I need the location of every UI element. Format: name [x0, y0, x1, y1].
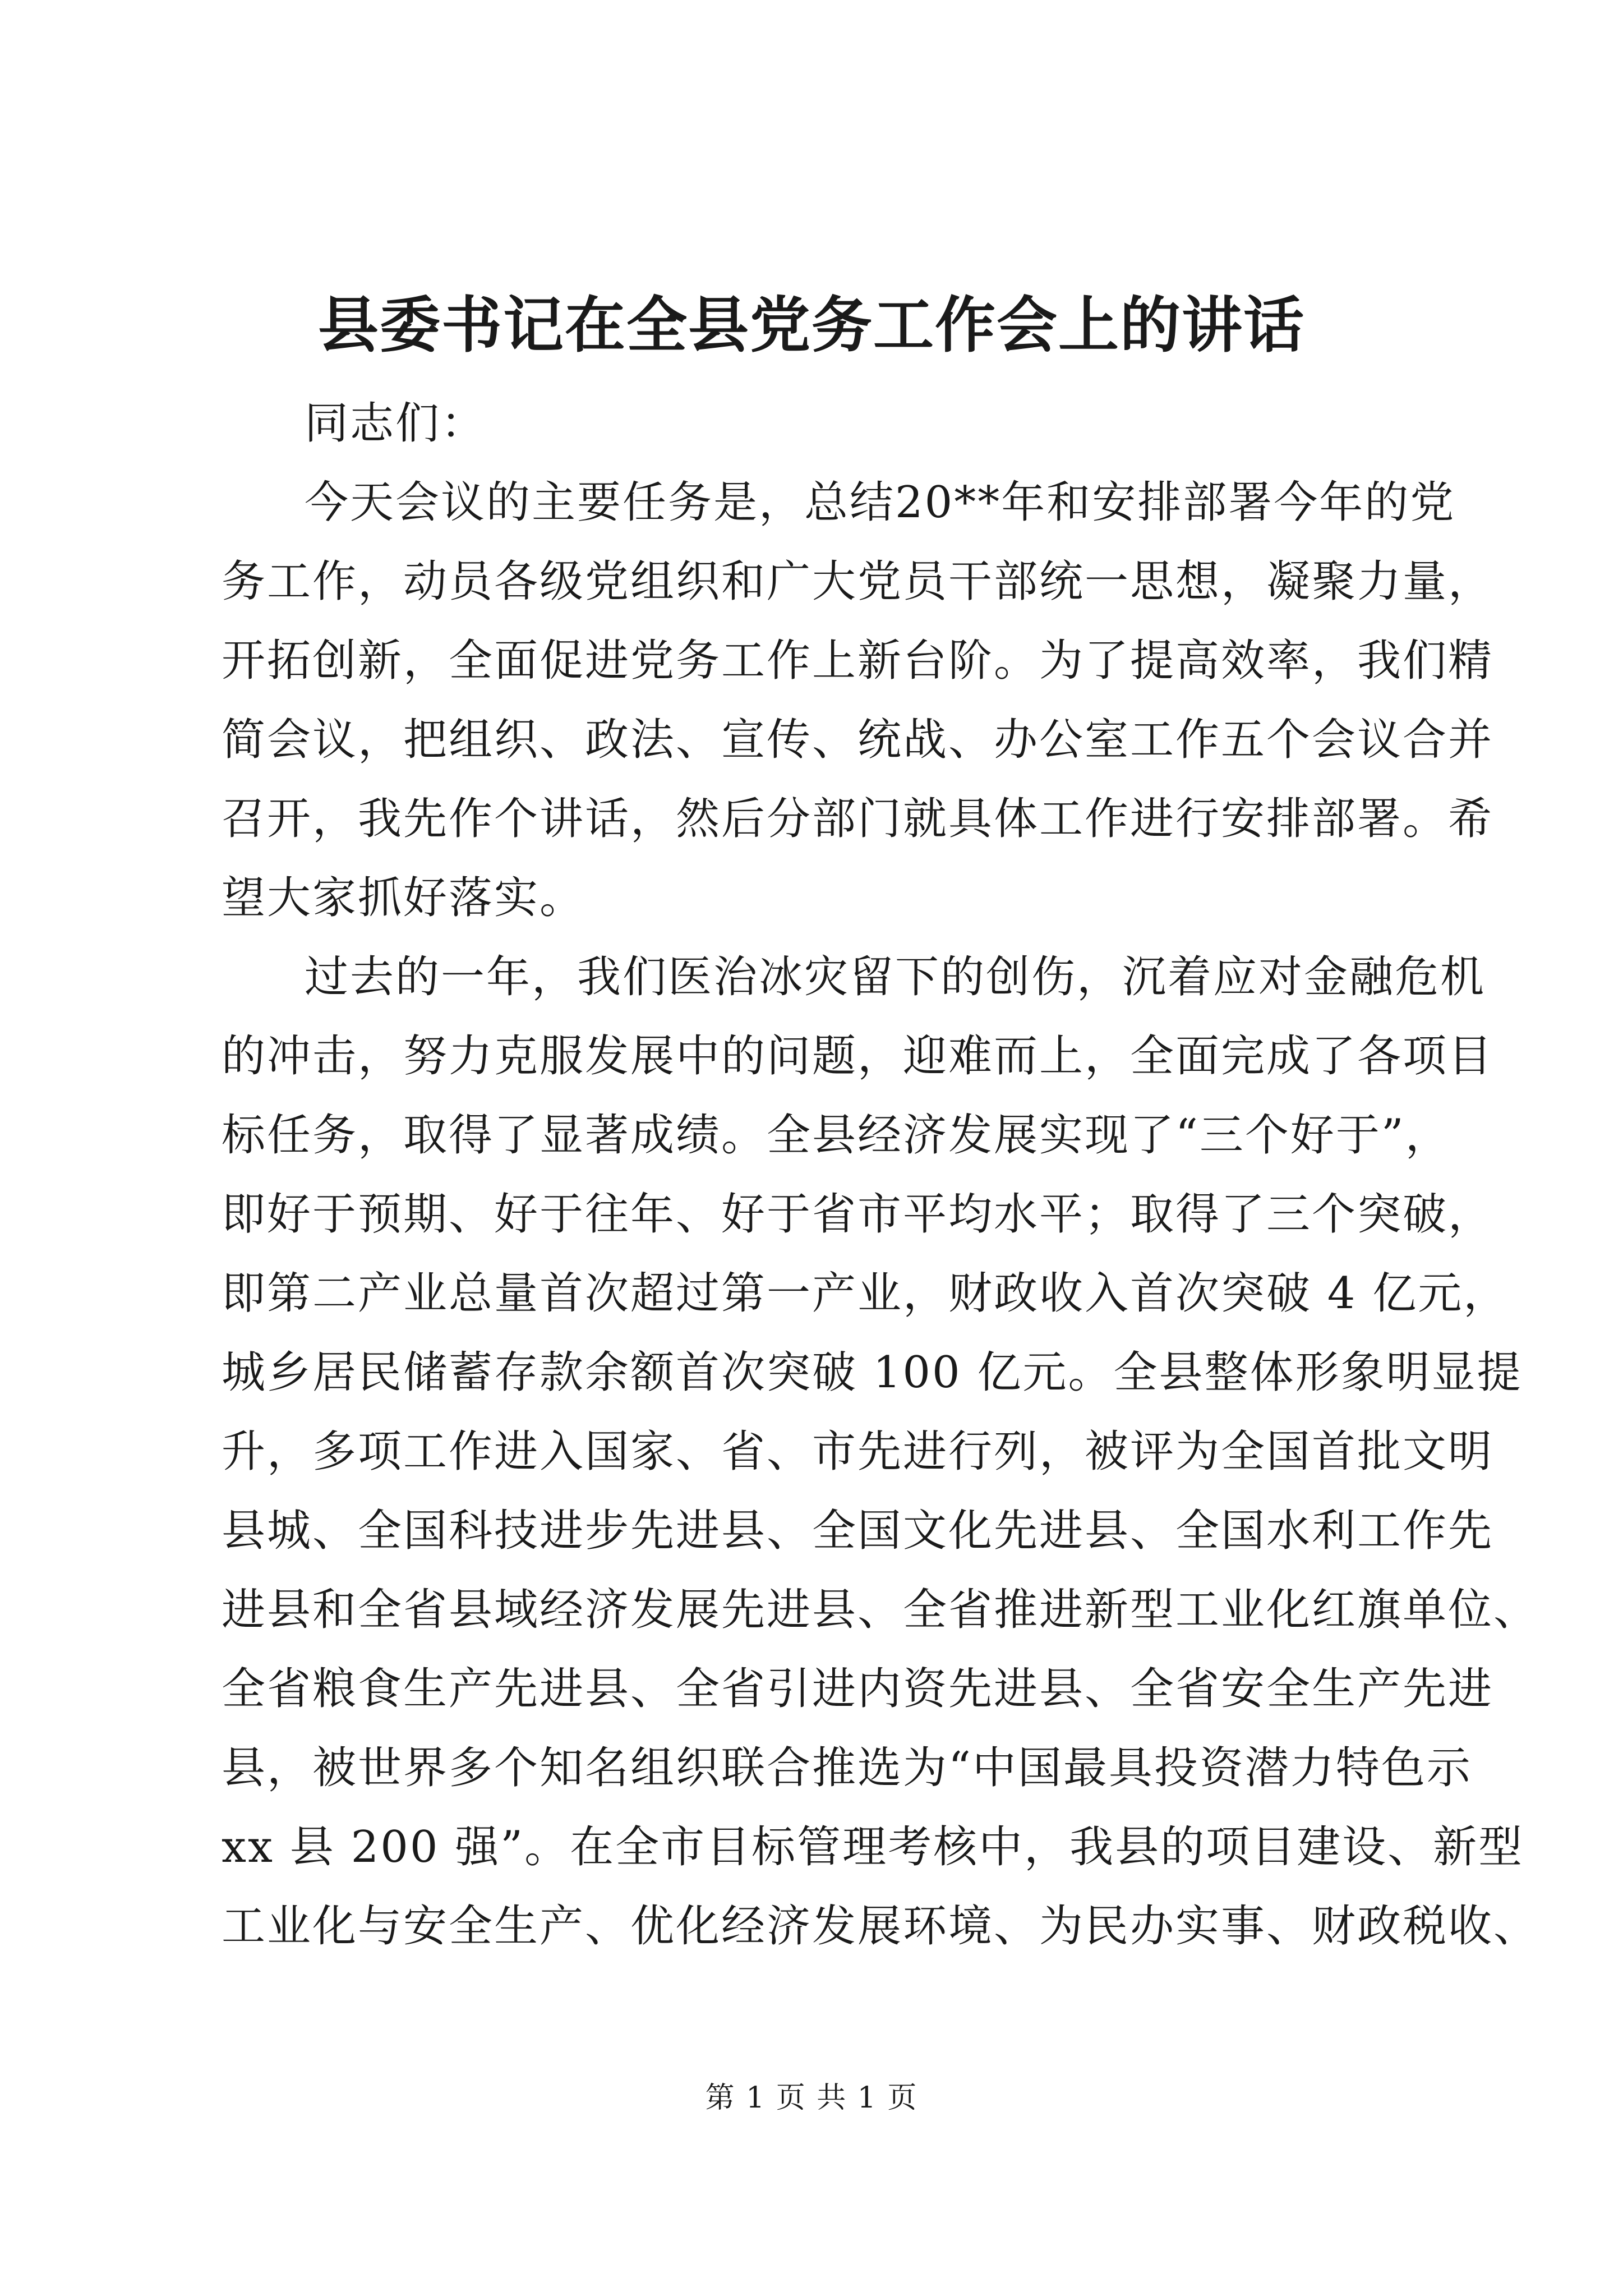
salutation: 同志们： — [305, 398, 487, 449]
paragraph-line: 召开，我先作个讲话，然后分部门就具体工作进行安排部署。希 — [222, 794, 1494, 844]
paragraph-line: 县城、全国科技进步先进县、全国文化先进县、全国水利工作先 — [222, 1506, 1494, 1556]
paragraph-line: 全省粮食生产先进县、全省引进内资先进县、全省安全生产先进 — [222, 1664, 1494, 1714]
paragraph-line: 的冲击，努力克服发展中的问题，迎难而上，全面完成了各项目 — [222, 1031, 1494, 1082]
paragraph-line: 务工作，动员各级党组织和广大党员干部统一思想，凝聚力量， — [222, 556, 1494, 607]
paragraph-line: 标任务，取得了显著成绩。全县经济发展实现了“三个好于”， — [222, 1110, 1451, 1161]
paragraph-line: 工业化与安全生产、优化经济发展环境、为民办实事、财政税收、 — [222, 1901, 1539, 1952]
paragraph-line: 即好于预期、好于往年、好于省市平均水平；取得了三个突破， — [222, 1189, 1494, 1240]
paragraph-line: 过去的一年，我们医治冰灾留下的创伤，沉着应对金融危机 — [305, 952, 1486, 1002]
paragraph-line: 简会议，把组织、政法、宣传、统战、办公室工作五个会议合并 — [222, 715, 1494, 765]
paragraph-line: 升，多项工作进入国家、省、市先进行列，被评为全国首批文明 — [222, 1427, 1494, 1477]
page-footer: 第 1 页 共 1 页 — [705, 2081, 918, 2115]
document-title: 县委书记在全县党务工作会上的讲话 — [317, 290, 1305, 361]
paragraph-line: 即第二产业总量首次超过第一产业，财政收入首次突破 4 亿元， — [222, 1268, 1509, 1319]
paragraph-line: 县，被世界多个知名组织联合推选为“中国最具投资潜力特色示 — [222, 1743, 1472, 1793]
paragraph-line: 开拓创新，全面促进党务工作上新台阶。为了提高效率，我们精 — [222, 636, 1494, 686]
paragraph-line: xx 县 200 强”。在全市目标管理考核中，我县的项目建设、新型 — [222, 1822, 1524, 1872]
paragraph-line: 城乡居民储蓄存款余额首次突破 100 亿元。全县整体形象明显提 — [222, 1347, 1523, 1398]
paragraph-line: 今天会议的主要任务是，总结20**年和安排部署今年的党 — [305, 477, 1456, 528]
document-body — [222, 384, 1539, 1966]
paragraph-line: 望大家抓好落实。 — [222, 873, 585, 923]
paragraph-line: 进县和全省县域经济发展先进县、全省推进新型工业化红旗单位、 — [222, 1585, 1539, 1635]
